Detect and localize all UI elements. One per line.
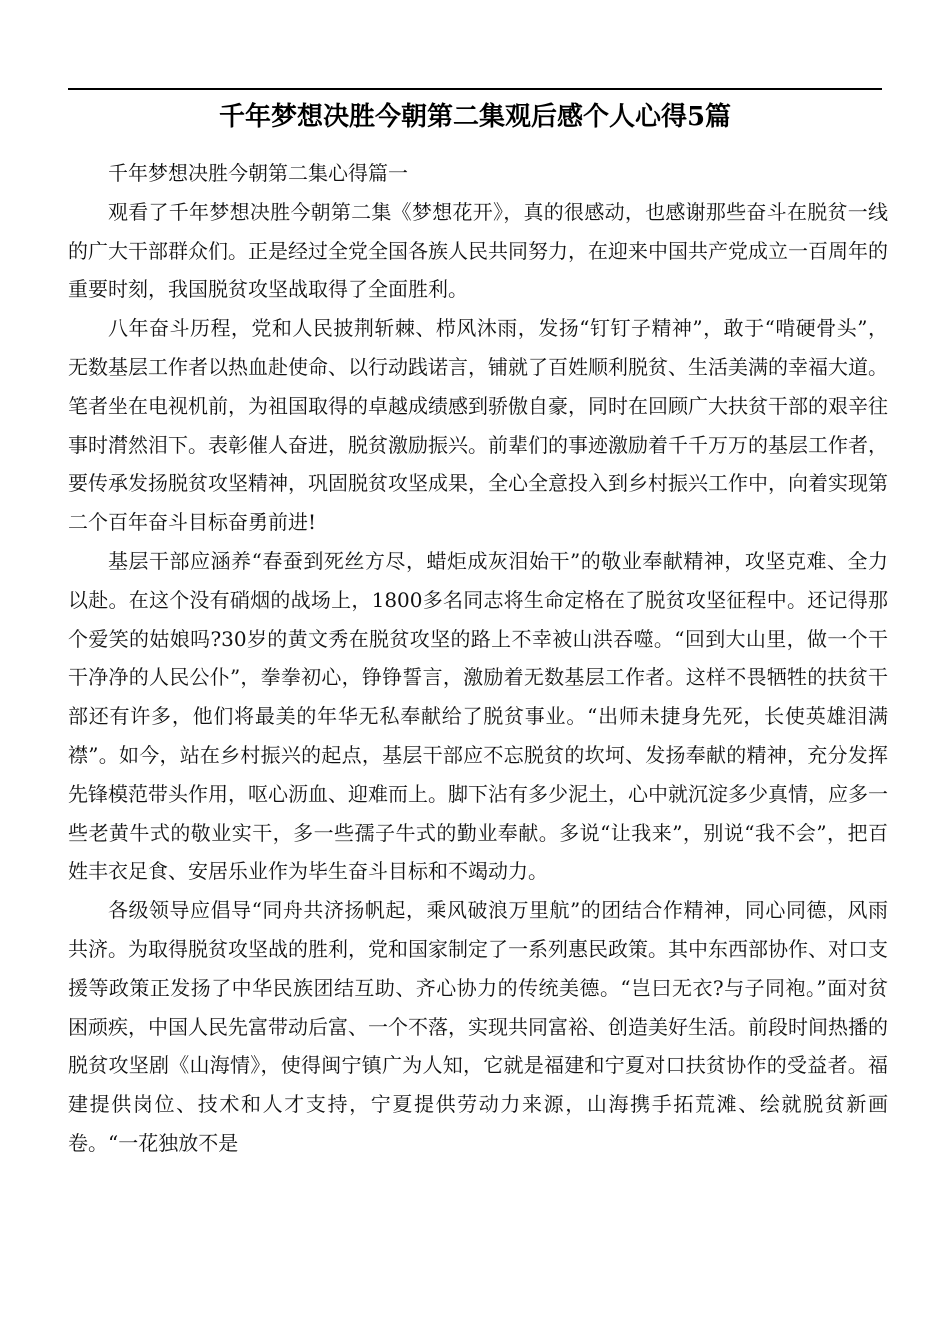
paragraph-2: 八年奋斗历程，党和人民披荆斩棘、栉风沐雨，发扬“钉钉子精神”，敢于“啃硬骨头”，无数基层工作者以热血赴使命、以行动践诺言，铺就了百姓顺利脱贫、生活美满的幸福大道。笔者坐在电视机前，为祖国取得的卓越成绩感到骄傲自豪，同时在回顾广大扶贫干部的艰辛往事时潸然泪下。表彰催人奋进，脱贫激励振兴。前辈们的事迹激励着千千万万的基层工作者，要传承发扬脱贫攻坚精神，巩固脱贫攻坚成果，全心全意投入到乡村振兴工作中，向着实现第二个百年奋斗目标奋勇前进!: [68, 316, 888, 535]
document-title: 千年梦想决胜今朝第二集观后感个人心得5篇: [218, 102, 732, 132]
section-heading: 千年梦想决胜今朝第二集心得篇一: [108, 161, 408, 185]
paragraph-3: 基层干部应涵养“春蚕到死丝方尽，蜡炬成灰泪始干”的敬业奉献精神，攻坚克难、全力以赴。在这个没有硝烟的战场上，1800多名同志将生命定格在了脱贫攻坚征程中。还记得那个爱笑的姑娘吗?30岁的黄文秀在脱贫攻坚的路上不幸被山洪吞噬。“回到大山里，做一个干干净净的人民公仆”，拳拳初心，铮铮誓言，激励着无数基层工作者。这样不畏牺牲的扶贫干部还有许多，他们将最美的年华无私奉献给了脱贫事业。“出师未捷身先死，长使英雄泪满襟”。如今，站在乡村振兴的起点，基层干部应不忘脱贫的坎坷、发扬奉献的精神，充分发挥先锋模范带头作用，呕心沥血、迎难而上。脚下沾有多少泥土，心中就沉淀多少真情，应多一些老黄牛式的敬业实干，多一些孺子牛式的勤业奉献。多说“让我来”，别说“我不会”，把百姓丰衣足食、安居乐业作为毕生奋斗目标和不竭动力。: [68, 548, 888, 884]
header-rule: [68, 88, 882, 90]
paragraph-4: 各级领导应倡导“同舟共济扬帆起，乘风破浪万里航”的团结合作精神，同心同德，风雨共济。为取得脱贫攻坚战的胜利，党和国家制定了一系列惠民政策。其中东西部协作、对口支援等政策正发扬了中华民族团结互助、齐心协力的传统美德。“岂曰无衣?与子同袍。”面对贫困顽疾，中国人民先富带动后富、一个不落，实现共同富裕、创造美好生活。前段时间热播的脱贫攻坚剧《山海情》，使得闽宁镇广为人知，它就是福建和宁夏对口扶贫协作的受益者。福建提供岗位、技术和人才支持，宁夏提供劳动力来源，山海携手拓荒滩、绘就脱贫新画卷。“一花独放不是: [68, 898, 888, 1155]
document-body: [68, 154, 888, 1163]
paragraph-1: 观看了千年梦想决胜今朝第二集《梦想花开》，真的很感动，也感谢那些奋斗在脱贫一线的广大干部群众们。正是经过全党全国各族人民共同努力，在迎来中国共产党成立一百周年的重要时刻，我国脱贫攻坚战取得了全面胜利。: [68, 199, 888, 302]
